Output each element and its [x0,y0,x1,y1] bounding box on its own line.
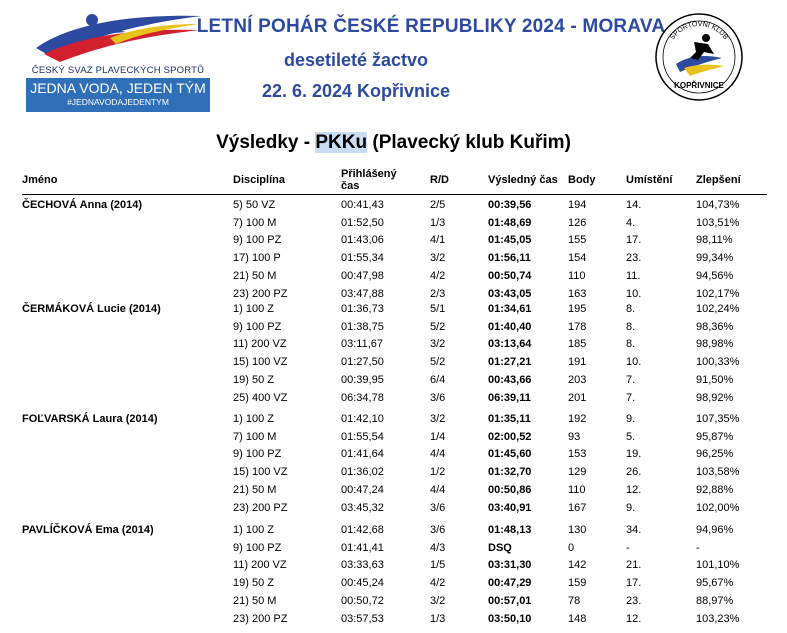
improvement-cell: 98,11% [696,234,733,247]
table-row [22,611,767,628]
entry-time-cell: 01:38,75 [341,320,384,333]
entry-time-cell: 00:41,43 [341,199,384,211]
points-cell: 201 [568,391,587,404]
place-cell: - [626,541,630,554]
discipline-cell: 9) 100 PZ [233,541,282,554]
improvement-cell: 102,00% [696,501,740,514]
col-header-name: Jméno [22,174,58,186]
improvement-cell: 101,10% [696,559,740,572]
entry-time-cell: 01:55,34 [341,252,384,265]
result-time-cell: 00:47,29 [488,577,532,590]
heat-lane-cell: 3/6 [430,501,446,514]
place-cell: 5. [626,430,636,443]
result-time-cell: 00:39,56 [488,199,532,211]
points-cell: 185 [568,338,587,351]
result-time-cell: 00:43,66 [488,373,532,386]
improvement-cell: 88,97% [696,594,734,607]
table-row [22,575,767,592]
result-time-cell: 06:39,11 [488,391,531,404]
entry-time-cell: 03:11,67 [341,338,384,351]
entry-time-cell: 01:36,73 [341,303,384,315]
improvement-cell: 103,51% [696,216,740,229]
points-cell: 192 [568,413,587,425]
table-row [22,500,767,517]
points-cell: 110 [568,483,586,496]
points-cell: 194 [568,199,587,211]
heat-lane-cell: 1/5 [430,559,446,572]
entry-time-cell: 01:36,02 [341,466,384,479]
result-time-cell: 01:35,11 [488,413,531,425]
discipline-cell: 23) 200 PZ [233,501,288,514]
table-row [22,301,767,318]
heat-lane-cell: 3/6 [430,391,446,404]
event-category: desetileté žactvo [283,50,429,70]
improvement-cell: 94,96% [696,524,734,536]
improvement-cell: 92,88% [696,483,734,496]
header-divider [22,194,767,195]
col-header-result-time: Výsledný čas [488,174,558,186]
table-row [22,354,767,371]
result-time-cell: 00:50,74 [488,269,532,282]
heat-lane-cell: 5/2 [430,320,446,333]
place-cell: 7. [626,391,636,404]
result-time-cell: 03:13,64 [488,338,532,351]
col-header-entry-time-line2: čas [341,180,360,192]
entry-time-cell: 03:47,88 [341,287,384,300]
place-cell: 17. [626,577,642,590]
discipline-cell: 9) 100 PZ [233,234,282,247]
entry-time-cell: 01:42,68 [341,524,384,536]
result-time-cell: 00:50,86 [488,483,532,496]
heat-lane-cell: 5/1 [430,303,446,315]
swimmer-name: PAVLÍČKOVÁ Ema (2014) [22,524,154,536]
entry-time-cell: 00:47,24 [341,483,384,496]
heat-lane-cell: 4/1 [430,234,446,247]
improvement-cell: 98,98% [696,338,734,351]
result-time-cell: 01:34,61 [488,303,532,315]
result-time-cell: 01:32,70 [488,466,532,479]
place-cell: 8. [626,303,636,315]
points-cell: 129 [568,466,587,479]
table-row [22,197,767,214]
result-time-cell: 01:45,05 [488,234,532,247]
result-time-cell: 02:00,52 [488,430,532,443]
club-logo [654,12,744,102]
heat-lane-cell: 5/2 [430,356,446,369]
discipline-cell: 1) 100 Z [233,413,274,425]
table-row [22,593,767,610]
discipline-cell: 11) 200 VZ [233,559,287,572]
heat-lane-cell: 4/2 [430,269,446,282]
discipline-cell: 21) 50 M [233,483,277,496]
table-row [22,372,767,389]
entry-time-cell: 00:39,95 [341,373,384,386]
entry-time-cell: 03:45,32 [341,501,384,514]
discipline-cell: 1) 100 Z [233,524,274,536]
place-cell: 9. [626,413,636,425]
discipline-cell: 9) 100 PZ [233,320,282,333]
result-time-cell: 01:40,40 [488,320,532,333]
heat-lane-cell: 2/5 [430,199,446,211]
entry-time-cell: 00:47,98 [341,269,384,282]
place-cell: 10. [626,356,642,369]
club-full-name: (Plavecký klub Kuřim) [367,132,571,153]
points-cell: 142 [568,559,587,572]
place-cell: 12. [626,483,642,496]
entry-time-cell: 00:50,72 [341,594,384,607]
entry-time-cell: 01:27,50 [341,356,384,369]
place-cell: 9. [626,501,636,514]
improvement-cell: 102,24% [696,303,740,315]
improvement-cell: - [696,541,700,554]
improvement-cell: 94,56% [696,269,734,282]
entry-time-cell: 01:41,64 [341,448,384,461]
discipline-cell: 1) 100 Z [233,303,274,315]
discipline-cell: 19) 50 Z [233,373,274,386]
discipline-cell: 25) 400 VZ [233,391,288,404]
table-row [22,336,767,353]
slogan-box [26,78,210,112]
place-cell: 12. [626,612,642,625]
improvement-cell: 96,25% [696,448,734,461]
club-logo-icon [654,12,744,102]
place-cell: 10. [626,287,642,300]
table-row [22,429,767,446]
table-row [22,250,767,267]
place-cell: 19. [626,448,642,461]
discipline-cell: 11) 200 VZ [233,338,287,351]
place-cell: 8. [626,320,636,333]
entry-time-cell: 01:42,10 [341,413,384,425]
table-row [22,390,767,407]
heat-lane-cell: 6/4 [430,373,446,386]
improvement-cell: 107,35% [696,413,740,425]
discipline-cell: 23) 200 PZ [233,612,288,625]
result-time-cell: DSQ [488,541,512,554]
place-cell: 8. [626,338,636,351]
table-row [22,464,767,481]
place-cell: 34. [626,524,642,536]
result-time-cell: 03:40,91 [488,501,532,514]
table-row [22,232,767,249]
discipline-cell: 15) 100 VZ [233,466,288,479]
table-row [22,286,767,303]
points-cell: 148 [568,612,587,625]
discipline-cell: 5) 50 VZ [233,199,276,211]
points-cell: 195 [568,303,587,315]
entry-time-cell: 00:45,24 [341,577,384,590]
discipline-cell: 15) 100 VZ [233,356,288,369]
place-cell: 17. [626,234,642,247]
table-row [22,215,767,232]
entry-time-cell: 06:34,78 [341,391,384,404]
result-time-cell: 01:48,13 [488,524,532,536]
result-time-cell: 01:45,60 [488,448,532,461]
points-cell: 110 [568,269,586,282]
improvement-cell: 103,23% [696,612,740,625]
col-header-points: Body [568,174,596,186]
federation-logo [20,8,216,112]
improvement-cell: 95,87% [696,430,734,443]
heat-lane-cell: 4/4 [430,483,446,496]
hashtag-text: #JEDNAVODAJEDENTYM [67,97,169,107]
points-cell: 203 [568,373,587,386]
entry-time-cell: 01:43,06 [341,234,384,247]
result-time-cell: 01:56,11 [488,252,531,265]
improvement-cell: 99,34% [696,252,734,265]
discipline-cell: 17) 100 P [233,252,281,265]
col-header-entry-time [341,168,397,192]
discipline-cell: 9) 100 PZ [233,448,282,461]
result-time-cell: 01:48,69 [488,216,532,229]
club-logo-bottom-text: KOPŘIVNICE [674,81,724,90]
col-header-entry-time-line1: Přihlášený [341,168,397,180]
col-header-place: Umístění [626,174,673,186]
improvement-cell: 102,17% [696,287,740,300]
points-cell: 153 [568,448,587,461]
points-cell: 78 [568,594,581,607]
slogan-text: JEDNA VODA, JEDEN TÝM [30,80,206,96]
table-row [22,411,767,428]
place-cell: 11. [626,269,641,282]
entry-time-cell: 01:52,50 [341,216,384,229]
improvement-cell: 103,58% [696,466,740,479]
table-row [22,557,767,574]
points-cell: 126 [568,216,587,229]
club-logo-top-text: SPORTOVNÍ KLUB [669,20,729,42]
points-cell: 155 [568,234,587,247]
result-time-cell: 03:43,05 [488,287,532,300]
swimmer-name: ČECHOVÁ Anna (2014) [22,199,143,211]
discipline-cell: 7) 100 M [233,430,277,443]
table-row [22,540,767,557]
place-cell: 21. [626,559,642,572]
table-row [22,522,767,539]
points-cell: 93 [568,430,581,443]
points-cell: 191 [568,356,587,369]
place-cell: 23. [626,252,642,265]
event-date-place: 22. 6. 2024 Kopřivnice [261,81,451,101]
discipline-cell: 21) 50 M [233,269,277,282]
heat-lane-cell: 3/2 [430,594,446,607]
points-cell: 178 [568,320,587,333]
improvement-cell: 95,67% [696,577,734,590]
entry-time-cell: 03:57,53 [341,612,384,625]
swimmer-name: ČERMÁKOVÁ Lucie (2014) [22,303,161,315]
result-time-cell: 03:31,30 [488,559,532,572]
discipline-cell: 19) 50 Z [233,577,274,590]
points-cell: 167 [568,501,587,514]
place-cell: 26. [626,466,642,479]
place-cell: 23. [626,594,642,607]
entry-time-cell: 01:41,41 [341,541,384,554]
table-row [22,482,767,499]
federation-name: ČESKÝ SVAZ PLAVECKÝCH SPORTŮ [31,65,205,76]
results-heading [0,132,787,154]
points-cell: 163 [568,287,587,300]
heat-lane-cell: 1/3 [430,612,446,625]
place-cell: 4. [626,216,636,229]
entry-time-cell: 03:33,63 [341,559,384,572]
improvement-cell: 91,50% [696,373,734,386]
results-heading-prefix: Výsledky - [216,132,316,153]
improvement-cell: 104,73% [696,199,740,211]
col-header-heat-lane: R/D [430,174,449,186]
discipline-cell: 21) 50 M [233,594,277,607]
points-cell: 154 [568,252,587,265]
improvement-cell: 98,36% [696,320,734,333]
points-cell: 130 [568,524,587,536]
heat-lane-cell: 4/2 [430,577,446,590]
heat-lane-cell: 1/4 [430,430,446,443]
col-header-discipline: Disciplína [233,174,285,186]
place-cell: 7. [626,373,636,386]
event-title: LETNÍ POHÁR ČESKÉ REPUBLIKY 2024 - MORAVA [196,16,666,37]
heat-lane-cell: 4/4 [430,448,446,461]
result-time-cell: 03:50,10 [488,612,532,625]
heat-lane-cell: 3/2 [430,413,446,425]
table-row [22,319,767,336]
points-cell: 0 [568,541,575,554]
result-time-cell: 00:57,01 [488,594,532,607]
heat-lane-cell: 3/2 [430,338,446,351]
heat-lane-cell: 1/2 [430,466,446,479]
swimmer-name: FOĽVARSKÁ Laura (2014) [22,413,158,425]
heat-lane-cell: 4/3 [430,541,446,554]
table-row [22,446,767,463]
swimmer-swoosh-icon [30,8,206,64]
discipline-cell: 23) 200 PZ [233,287,288,300]
table-row [22,268,767,285]
result-time-cell: 01:27,21 [488,356,532,369]
heat-lane-cell: 1/3 [430,216,446,229]
heat-lane-cell: 3/6 [430,524,446,536]
entry-time-cell: 01:55,54 [341,430,384,443]
discipline-cell: 7) 100 M [233,216,277,229]
improvement-cell: 100,33% [696,356,740,369]
improvement-cell: 98,92% [696,391,734,404]
heat-lane-cell: 3/2 [430,252,446,265]
club-code: PKKu [315,132,368,153]
col-header-improvement: Zlepšení [696,174,741,186]
points-cell: 159 [568,577,587,590]
place-cell: 14. [626,199,642,211]
heat-lane-cell: 2/3 [430,287,446,300]
